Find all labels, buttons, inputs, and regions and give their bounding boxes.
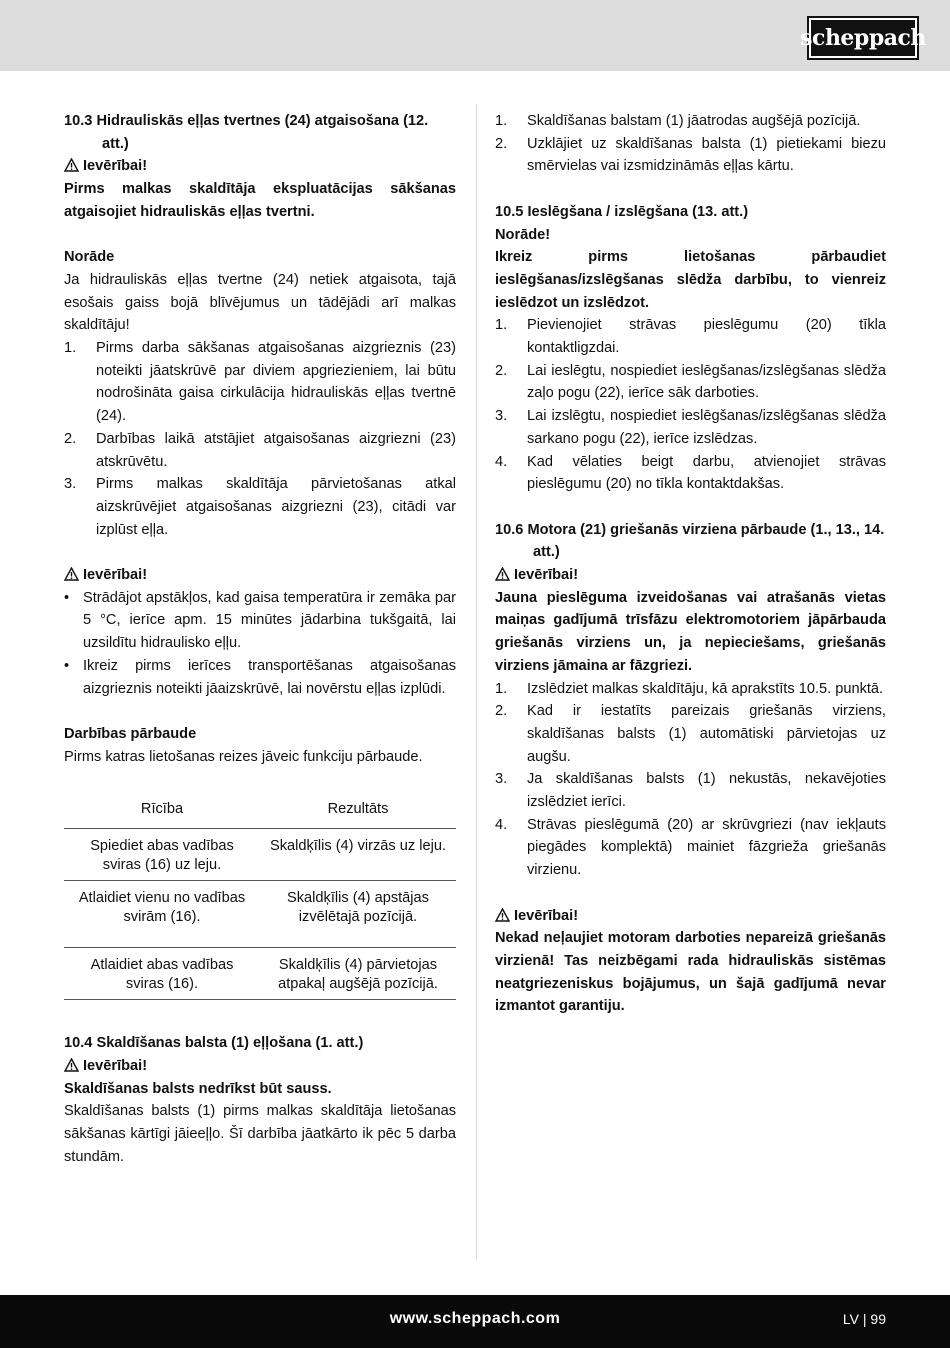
vent-steps-list — [64, 337, 456, 541]
warning-triangle-icon — [64, 1058, 79, 1072]
note-label: Norāde — [64, 249, 115, 266]
warning-label: Ievērībai! — [83, 567, 148, 584]
list-item: 1. Pirms darba sākšanas atgaisošanas aizgrieznis (23) noteikti jāatskrūvē par diviem apgriezieniem, lai būtu nodrošināta gaisa cirkulācija hidrauliskās eļļas tvertnē (24). — [64, 340, 456, 425]
table-header-result: Rezultāts — [260, 800, 456, 829]
warning-heading — [64, 564, 456, 587]
list-item: 3. Pirms malkas skaldītāja pārvietošanas atkal aizskrūvējiet atgaisošanas aizgriezni (23), citādi var izplūst eļļa. — [64, 476, 456, 538]
warning-label: Ievērībai! — [514, 567, 579, 584]
table-cell: Atlaidiet vienu no vadības svirām (16). — [64, 881, 260, 948]
list-item: 1. Izslēdziet malkas skaldītāju, kā aprakstīts 10.5. punktā. — [495, 680, 884, 697]
list-item: 2. Lai ieslēgtu, nospiediet ieslēgšanas/izslēgšanas slēdža zaļo pogu (22), ierīce sāk darboties. — [495, 362, 886, 402]
warning-label: Ievērībai! — [83, 1058, 148, 1075]
list-item: 1. Skaldīšanas balstam (1) jāatrodas augšējā pozīcijā. — [495, 113, 861, 129]
brand-logo: scheppach — [807, 16, 919, 60]
table-cell: Spiediet abas vadības sviras (16) uz leju. — [64, 829, 260, 881]
function-check-heading: Darbības pārbaude — [64, 725, 197, 742]
list-item: • Ikreiz pirms ierīces transportēšanas atgaisošanas aizgrieznis noteikti jāaizskrūvē, lai novērstu eļļas izplūdi. — [64, 655, 456, 700]
warning-heading — [64, 155, 456, 178]
warning-heading — [495, 905, 886, 928]
note-text: Ikreiz pirms lietošanas pārbaudiet ieslēgšanas/izslēgšanas slēdža darbību, to vienreiz ieslēdzot un izslēdzot. — [495, 249, 886, 311]
note-text: Ja hidrauliskās eļļas tvertne (24) netiek atgaisota, tajā esošais gaiss bojā blīvējumus un tādējādi arī malkas skaldītāju! — [64, 271, 456, 334]
warning-triangle-icon — [64, 158, 79, 172]
table-row — [64, 829, 456, 881]
website-url: www.scheppach.com — [389, 1310, 561, 1327]
list-item: 3. Ja skaldīšanas balsts (1) nekustās, nekavējoties izslēdziet ierīci. — [495, 771, 886, 811]
section-10-4-heading: 10.4 Skaldīšanas balsta (1) eļļošana (1. att.) — [64, 1035, 364, 1052]
warning-triangle-icon — [64, 567, 79, 581]
table-cell: Skaldķīlis (4) virzās uz leju. — [260, 829, 456, 881]
switch-steps-list — [495, 314, 886, 496]
warning-heading — [495, 564, 886, 587]
list-item: 4. Kad vēlaties beigt darbu, atvienojiet strāvas pieslēgumu (20) no tīkla kontaktdakšas. — [495, 453, 886, 493]
warning-heading — [64, 1055, 456, 1078]
warning-text: Nekad neļaujiet motoram darboties nepareizā griešanās virzienā! Tas neizbēgami rada hidrauliskās sistēmas neatgriezeniskus bojājumus, un šajā gadījumā nevar izmantot garantiju. — [495, 930, 886, 1015]
table-cell: Atlaidiet abas vadības sviras (16). — [64, 948, 260, 1000]
list-item: 2. Darbības laikā atstājiet atgaisošanas aizgriezni (23) atskrūvētu. — [64, 430, 456, 470]
table-cell: Skaldķīlis (4) apstājas izvēlētajā pozīcijā. — [260, 881, 456, 948]
table-cell: Skaldķīlis (4) pārvietojas atpakaļ augšējā pozīcijā. — [260, 948, 456, 1000]
warning-label: Ievērībai! — [83, 158, 148, 175]
function-check-text: Pirms katras lietošanas reizes jāveic funkciju pārbaude. — [64, 748, 423, 765]
warning-label: Ievērībai! — [514, 907, 579, 924]
warning-triangle-icon — [495, 908, 510, 922]
list-item: • Strādājot apstākļos, kad gaisa temperatūra ir zemāka par 5 °C, ierīce apm. 15 minūtes jādarbina tukšgaitā, lai uzsildītu hidraulisko eļļu. — [64, 587, 456, 655]
lubrication-text: Skaldīšanas balsts (1) pirms malkas skaldītāja lietošanas sākšanas kārtīgi jāieeļļo. Šī darbība jāatkārto ik pēc 5 darba stundām. — [64, 1103, 456, 1165]
list-item: 1. Pievienojiet strāvas pieslēgumu (20) tīkla kontaktligzdai. — [495, 317, 886, 357]
list-item: 4. Strāvas pieslēgumā (20) ar skrūvgriezi (nav iekļauts piegādes komplektā) mainiet fāzgrieža griešanās virzienu. — [495, 816, 886, 879]
section-10-3-heading: 10.3 Hidrauliskās eļļas tvertnes (24) atgaisošana (12. att.) — [64, 113, 429, 152]
section-10-6-heading: 10.6 Motora (21) griešanās virziena pārbaude (1., 13., 14. att.) — [495, 521, 885, 561]
function-check-table — [64, 800, 456, 1000]
warning-text: Pirms malkas skaldītāja ekspluatācijas sākšanas atgaisojiet hidrauliskās eļļas tvertni. — [64, 181, 456, 220]
warning-text: Skaldīšanas balsts nedrīkst būt sauss. — [64, 1080, 332, 1097]
header-bar — [0, 0, 950, 71]
table-row — [64, 881, 456, 948]
left-column — [64, 110, 456, 1169]
warning-triangle-icon — [495, 567, 510, 581]
page-number: LV | 99 — [842, 1311, 886, 1327]
list-item: 2. Uzklājiet uz skaldīšanas balsta (1) pietiekami biezu smērvielas vai izsmidzināmās eļļas kārtu. — [495, 135, 886, 175]
lubrication-steps-list — [495, 110, 886, 178]
section-10-5-heading: 10.5 Ieslēgšana / izslēgšana (13. att.) — [495, 203, 749, 220]
rotation-steps-list — [495, 678, 886, 882]
table-header-action: Rīcība — [64, 800, 260, 829]
footer-bar — [0, 1295, 950, 1348]
table-row — [64, 948, 456, 1000]
right-column — [495, 110, 886, 1018]
warning-text: Jauna pieslēguma izveidošanas vai atrašanās vietas maiņas gadījumā trīsfāzu elektromotoriem jāpārbauda griešanās virziens un, ja nepieciešams, griešanās virziens jāmaina ar fāzgriezi. — [495, 589, 886, 674]
list-item: 3. Lai izslēgtu, nospiediet ieslēgšanas/izslēgšanas slēdža sarkano pogu (22), ierīce izslēdzas. — [495, 408, 886, 447]
column-divider — [476, 104, 477, 1259]
list-item: 2. Kad ir iestatīts pareizais griešanās virziens, skaldīšanas balsts (1) automātiski pārvietojas uz augšu. — [495, 703, 886, 765]
warning-bullets — [64, 587, 456, 701]
note-label: Norāde! — [495, 226, 551, 243]
